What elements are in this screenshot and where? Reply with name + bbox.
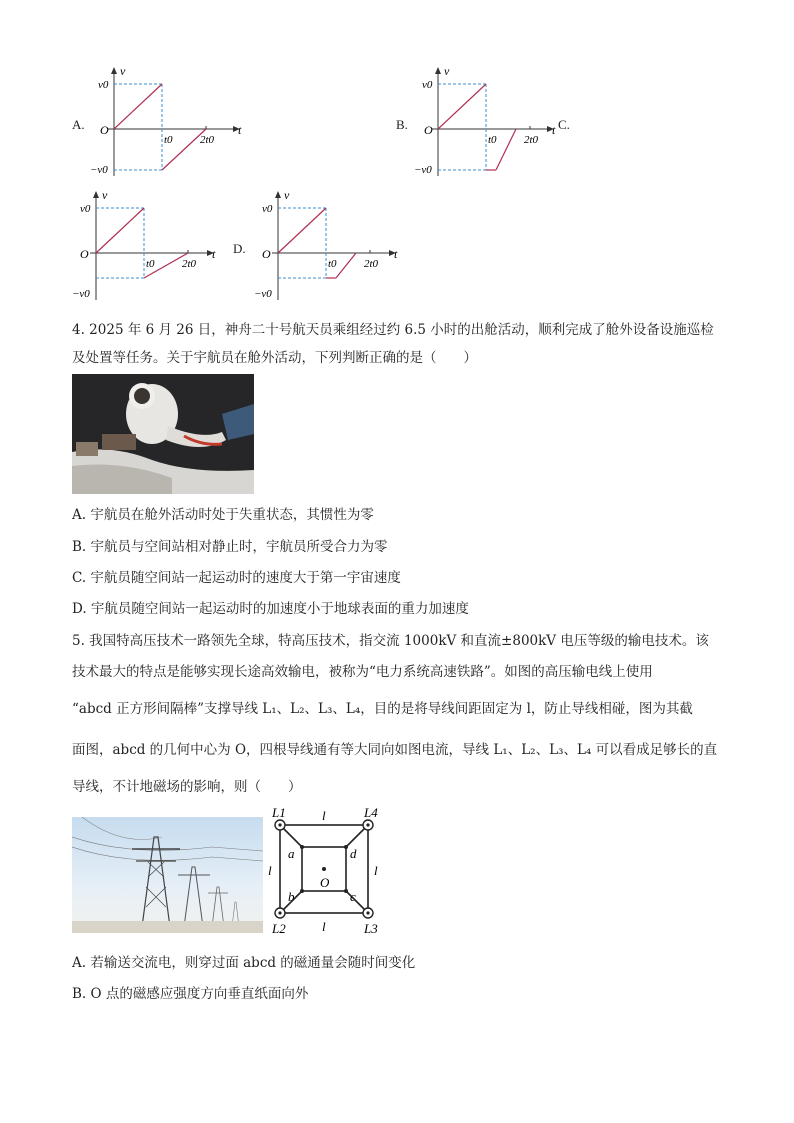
- L1-label: L1: [272, 805, 286, 820]
- 2t0-label: 2t0: [364, 258, 379, 270]
- l-left-label: l: [268, 863, 272, 878]
- graph-a: [88, 64, 248, 179]
- 2t0-label: 2t0: [524, 134, 539, 146]
- l-bottom-label: l: [322, 919, 326, 934]
- q4-choice-a: A. 宇航员在舱外活动时处于失重状态，其惯性为零: [72, 507, 374, 523]
- q4-choice-c: C. 宇航员随空间站一起运动时的速度大于第一宇宙速度: [72, 570, 401, 586]
- q4-choice-b: B. 宇航员与空间站相对静止时，宇航员所受合力为零: [72, 539, 388, 555]
- origin-label: O: [100, 123, 109, 137]
- q4-choice-d: D. 宇航员随空间站一起运动时的加速度小于地球表面的重力加速度: [72, 601, 469, 617]
- t-axis-label: t: [394, 247, 398, 261]
- t0-label: t0: [164, 134, 173, 146]
- q5-stem-line3: “abcd 正方形间隔棒”支撑导线 L₁、L₂、L₃、L₄，目的是将导线间距固定为 l，防止导线相碰，图为其截: [72, 701, 693, 717]
- graph-c: [70, 188, 230, 303]
- option-d-label: D.: [233, 241, 246, 256]
- O-label: O: [320, 875, 330, 890]
- q5-choice-a: A. 若输送交流电，则穿过面 abcd 的磁通量会随时间变化: [72, 955, 416, 971]
- graph-b: [412, 64, 572, 179]
- origin-label: O: [80, 247, 89, 261]
- L3-label: L3: [364, 921, 378, 936]
- origin-label: O: [424, 123, 433, 137]
- q5-stem-line2: 技术最大的特点是能够实现长途高效输电，被称为“电力系统高速铁路”。如图的高压输电线上使用: [72, 664, 653, 680]
- option-a-label: A.: [72, 117, 85, 132]
- q4-stem-line2: 及处置等任务。关于宇航员在舱外活动，下列判断正确的是（ ）: [72, 350, 477, 366]
- t-axis-label: t: [212, 247, 216, 261]
- q5-stem-line5: 导线，不计地磁场的影响，则（ ）: [72, 779, 302, 795]
- v0-label: v0: [80, 203, 91, 215]
- v0-label: v0: [98, 79, 109, 91]
- power-line-photo: [72, 817, 263, 933]
- t-axis-label: t: [238, 123, 242, 137]
- d-label: d: [350, 846, 357, 861]
- option-c-label: C.: [558, 117, 570, 132]
- a-label: a: [288, 846, 295, 861]
- 2t0-label: 2t0: [200, 134, 215, 146]
- q5-choice-b: B. O 点的磁感应强度方向垂直纸面向外: [72, 986, 309, 1002]
- t0-label: t0: [146, 258, 155, 270]
- neg-v0-label: −v0: [254, 288, 272, 300]
- neg-v0-label: −v0: [72, 288, 90, 300]
- v0-label: v0: [422, 79, 433, 91]
- q4-stem-line1: 4. 2025 年 6 月 26 日，神舟二十号航天员乘组经过约 6.5 小时的出舱活动，顺利完成了舱外设备设施巡检: [72, 322, 714, 338]
- v-axis-label: v: [120, 64, 126, 78]
- option-b-label: B.: [396, 117, 408, 132]
- t-axis-label: t: [552, 123, 556, 137]
- astronaut-photo: [72, 374, 254, 494]
- spacer-diagram: [266, 803, 390, 939]
- t0-label: t0: [328, 258, 337, 270]
- L2-label: L2: [272, 921, 286, 936]
- origin-label: O: [262, 247, 271, 261]
- c-label: c: [350, 889, 356, 904]
- v0-label: v0: [262, 203, 273, 215]
- v-axis-label: v: [284, 188, 290, 202]
- q5-stem-line1: 5. 我国特高压技术一路领先全球，特高压技术，指交流 1000kV 和直流±800kV 电压等级的输电技术。该: [72, 633, 709, 649]
- l-right-label: l: [374, 863, 378, 878]
- L4-label: L4: [364, 805, 378, 820]
- graph-d: [252, 188, 412, 303]
- l-top-label: l: [322, 808, 326, 823]
- neg-v0-label: −v0: [90, 164, 108, 176]
- neg-v0-label: −v0: [414, 164, 432, 176]
- q5-stem-line4: 面图，abcd 的几何中心为 O，四根导线通有等大同向如图电流，导线 L₁、L₂、L₃、L₄ 可以看成足够长的直: [72, 742, 718, 758]
- v-axis-label: v: [444, 64, 450, 78]
- t0-label: t0: [488, 134, 497, 146]
- 2t0-label: 2t0: [182, 258, 197, 270]
- b-label: b: [288, 889, 295, 904]
- v-axis-label: v: [102, 188, 108, 202]
